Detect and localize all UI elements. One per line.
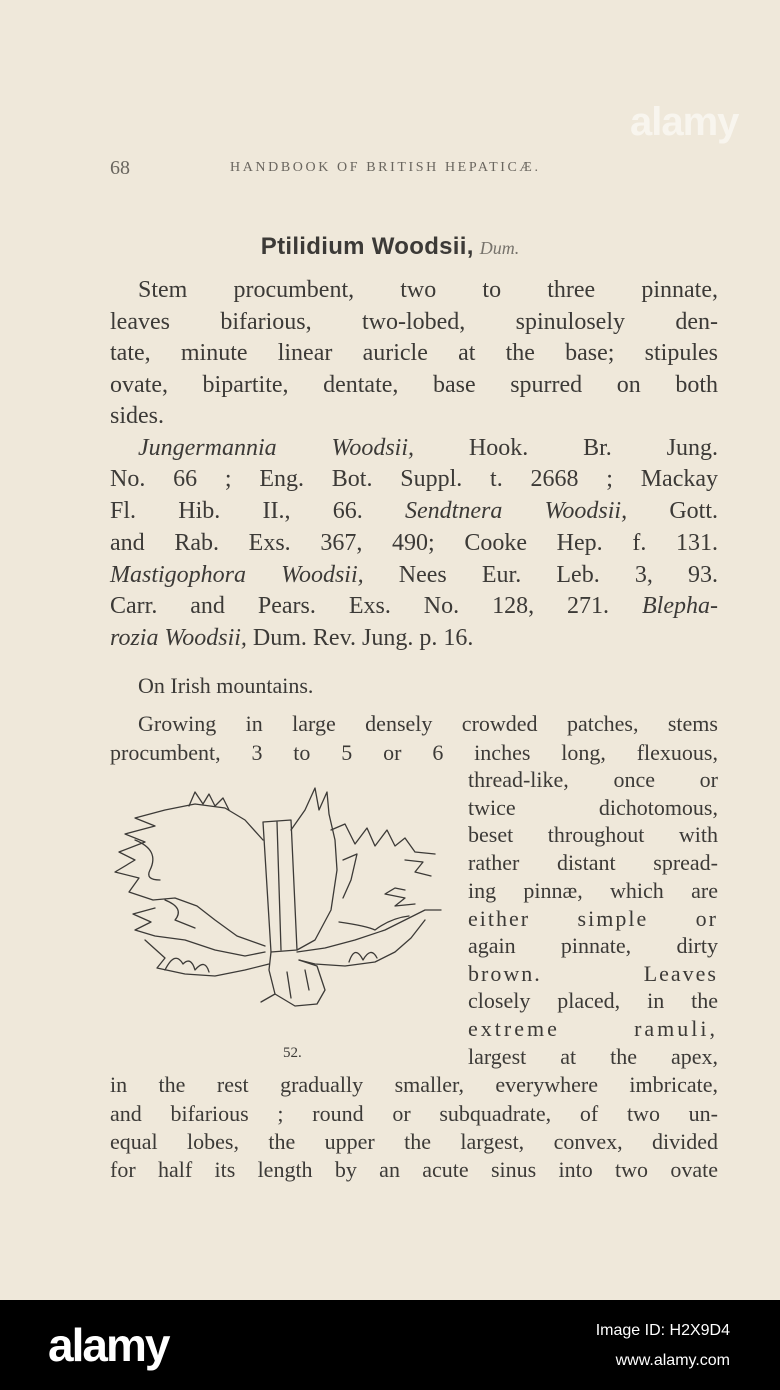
body-line: thread-like, once or	[468, 767, 718, 792]
citation: Nees Eur. Leb. 3, 93.	[363, 562, 718, 588]
desc-line: leaves bifarious, two-lobed, spinulosely den-	[110, 309, 718, 335]
body-line: equal lobes, the upper the largest, convex, divided	[110, 1129, 718, 1154]
running-title: HANDBOOK OF BRITISH HEPATICÆ.	[230, 160, 541, 175]
desc-line: ovate, bipartite, dentate, base spurred on both	[110, 372, 718, 398]
site-url: www.alamy.com	[615, 1352, 730, 1369]
species-heading	[0, 233, 780, 261]
synonymy-line: and Rab. Exs. 367, 490; Cooke Hep. f. 131.	[110, 530, 718, 556]
running-header	[110, 157, 720, 187]
body-line: again pinnate, dirty	[468, 933, 718, 958]
citation: Dum. Rev. Jung. p. 16.	[246, 625, 474, 651]
citation: Carr. and Pears. Exs. No. 128, 271.	[110, 593, 643, 619]
species-author: Dum.	[479, 238, 520, 258]
page-number: 68	[110, 157, 130, 179]
synonymy-line	[110, 563, 718, 587]
citation: Hook. Br. Jung.	[414, 435, 718, 461]
body-line: ing pinnæ, which are	[468, 878, 718, 903]
figure-label: 52.	[283, 1045, 302, 1061]
synonymy-line	[138, 436, 718, 460]
body-line: procumbent, 3 to 5 or 6 inches long, flexuous,	[110, 740, 718, 765]
body-line: for half its length by an acute sinus into two ovate	[110, 1157, 718, 1182]
citation: Fl. Hib. II., 66.	[110, 498, 406, 524]
stock-photo-banner	[0, 1300, 780, 1390]
body-line: brown. Leaves	[468, 961, 718, 986]
body-line: twice dichotomous,	[468, 795, 718, 820]
synonym-name: Jungermannia Woodsii,	[138, 435, 414, 461]
synonym-name: Mastigophora Woodsii,	[110, 562, 364, 588]
body-line: and bifarious ; round or subquadrate, of two un-	[110, 1101, 718, 1126]
synonymy-line	[110, 626, 718, 650]
synonymy-line	[110, 499, 718, 523]
species-name: Ptilidium Woodsii,	[260, 233, 474, 260]
body-line: beset throughout with	[468, 822, 718, 847]
body-line: rather distant spread-	[468, 850, 718, 875]
body-line: in the rest gradually smaller, everywhere imbricate,	[110, 1072, 718, 1097]
body-line: closely placed, in the	[468, 988, 718, 1013]
desc-line: tate, minute linear auricle at the base; stipules	[110, 340, 718, 366]
image-id: Image ID: H2X9D4	[595, 1322, 730, 1339]
ptilidium-illustration	[105, 780, 455, 1040]
body-line: extreme ramuli,	[468, 1016, 718, 1041]
habitat: On Irish mountains.	[138, 673, 314, 698]
watermark: alamy	[630, 100, 739, 144]
body-line: largest at the apex,	[468, 1044, 718, 1069]
body-line: Growing in large densely crowded patches, stems	[138, 711, 718, 736]
synonym-name: Sendtnera Woodsii,	[405, 498, 628, 524]
synonymy-line	[110, 594, 718, 618]
synonymy-line: No. 66 ; Eng. Bot. Suppl. t. 2668 ; Mackay	[110, 466, 718, 492]
body-line: either simple or	[468, 906, 718, 931]
synonym-name: Blepha-	[642, 593, 718, 619]
citation: Gott.	[627, 498, 719, 524]
desc-line: sides.	[110, 403, 164, 429]
synonym-name: rozia Woodsii,	[110, 625, 247, 651]
alamy-logo: alamy	[48, 1319, 169, 1371]
desc-line: Stem procumbent, two to three pinnate,	[138, 277, 718, 303]
